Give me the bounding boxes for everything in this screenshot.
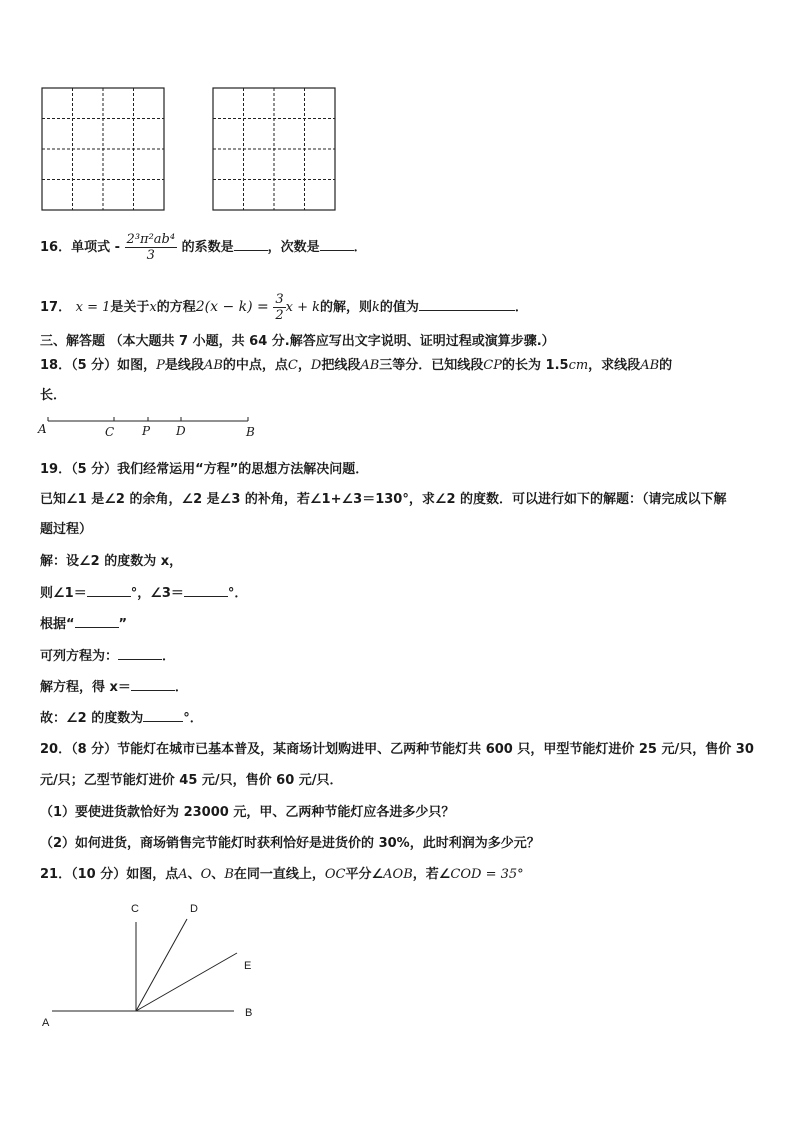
question-19-line-6 — [40, 613, 127, 632]
question-18-line-2: 长． — [40, 388, 67, 403]
q19-line5-end: °． — [227, 586, 248, 601]
q18-text-i: 的 — [659, 358, 673, 373]
ray-od — [136, 919, 187, 1011]
q18-label-b: B — [246, 425, 255, 439]
q18-point-c: C — [287, 358, 298, 373]
q19-equation-text: 可列方程为： — [40, 649, 119, 664]
q17-number: 17． — [40, 300, 72, 315]
q18-label-a: A — [38, 422, 47, 436]
q19-basis-end: ” — [118, 617, 128, 632]
q18-text-d: ， — [297, 358, 311, 373]
question-19-line-2: 已知∠1 是∠2 的余角，∠2 是∠3 的补角，若∠1+∠3＝130°，求∠2 的度数．可以进行如下的解题：（请完成以下解 — [40, 492, 727, 507]
q21-label-b: B — [245, 1007, 253, 1019]
question-20-line-1: 20．（8 分）节能灯在城市已基本普及，某商场计划购进甲、乙两种节能灯共 600 只，甲型节能灯进价 25 元/只，售价 30 — [40, 742, 754, 757]
q17-text-2: 的方程 — [156, 300, 196, 315]
q19-basis-blank[interactable] — [75, 614, 119, 628]
q21-angle-figure — [40, 900, 270, 1030]
q19-equation-end: ． — [162, 649, 176, 664]
q16-fraction-denominator: 3 — [146, 248, 155, 263]
q19-solve-blank[interactable] — [131, 677, 175, 691]
q19-angle3-text: °，∠3＝ — [130, 586, 184, 601]
question-19-line-9 — [40, 707, 203, 726]
q17-text-1: 是关于 — [110, 300, 150, 315]
q17-text-3: 的解，则 — [319, 300, 372, 315]
q17-text-4: 的值为 — [379, 300, 419, 315]
q21-text-b: 在同一直线上， — [233, 867, 325, 882]
section-3-heading: 三、解答题 （本大题共 7 小题，共 64 分.解答应写出文字说明、证明过程或演算步骤.） — [40, 334, 555, 349]
q17-end: ． — [514, 300, 528, 315]
q18-text-c: 的中点，点 — [222, 358, 288, 373]
question-17 — [40, 292, 528, 323]
q16-fraction — [125, 232, 178, 263]
q19-equation-blank[interactable] — [118, 646, 162, 660]
q21-sep-2: 、 — [211, 867, 225, 882]
q16-text-coefficient: 的系数是 — [181, 240, 234, 255]
q18-label-d: D — [176, 424, 186, 438]
question-19-line-4: 解：设∠2 的度数为 x， — [40, 554, 183, 569]
q19-result-blank[interactable] — [143, 708, 183, 722]
q18-label-p: P — [142, 424, 151, 438]
question-20-part-2: （2）如何进货，商场销售完节能灯时获利恰好是进货价的 30%，此时利润为多少元？ — [40, 836, 540, 851]
answer-grid-right — [211, 86, 339, 212]
q16-blank-degree[interactable] — [320, 237, 354, 251]
q19-solve-end: ． — [174, 680, 188, 695]
q19-basis-text: 根据“ — [40, 617, 75, 632]
q16-fraction-numerator: 2³π²ab⁴ — [126, 232, 176, 247]
question-19-line-1: 19．（5 分）我们经常运用“方程”的思想方法解决问题． — [40, 462, 369, 477]
q17-lhs: 2(x − k) = — [195, 299, 269, 315]
q18-segment-cp: CP — [483, 358, 502, 373]
q18-label-c: C — [105, 425, 115, 439]
q19-angle1-text: 则∠1＝ — [40, 586, 87, 601]
q19-angle3-blank[interactable] — [184, 583, 228, 597]
q18-text-h: ，求线段 — [588, 358, 641, 373]
q17-fraction-numerator: 3 — [275, 292, 284, 307]
ray-oe — [136, 953, 237, 1011]
q18-text-f: 三等分．已知线段 — [379, 358, 484, 373]
q18-text-e: 把线段 — [321, 358, 361, 373]
q18-text-b: 是线段 — [164, 358, 204, 373]
q19-result-end: °． — [183, 711, 203, 726]
question-19-line-3: 题过程） — [40, 522, 93, 537]
q18-segment-ab: AB — [203, 358, 223, 373]
q19-result-text: 故：∠2 的度数为 — [40, 711, 144, 726]
q18-segment-figure — [36, 414, 266, 442]
q21-sep-1: 、 — [187, 867, 201, 882]
q21-text-d: ，若∠ — [412, 867, 451, 882]
q18-text-g: 的长为 1.5 — [502, 358, 569, 373]
q21-ray-oc: OC — [324, 867, 346, 882]
q17-var-k: k — [372, 300, 380, 315]
question-20-part-1: （1）要使进货款恰好为 23000 元，甲、乙两种节能灯应各进多少只？ — [40, 805, 455, 820]
q21-label-c: C — [131, 903, 139, 915]
q21-label-a: A — [42, 1017, 50, 1029]
question-19-line-7 — [40, 645, 175, 664]
question-19-line-5 — [40, 582, 247, 601]
question-20-line-2: 元/只；乙型节能灯进价 45 元/只，售价 60 元/只． — [40, 773, 343, 788]
answer-grid-left — [40, 86, 168, 212]
q16-prefix: 16．单项式 - — [40, 240, 121, 255]
q18-unit-cm: cm — [568, 358, 589, 373]
q21-point-a: A — [178, 867, 188, 882]
q21-point-b: B — [224, 867, 234, 882]
q21-text-a: 21．（10 分）如图，点 — [40, 867, 179, 882]
question-18-line-1 — [40, 354, 672, 373]
q18-segment-ab-3: AB — [640, 358, 660, 373]
q18-point-p: P — [156, 358, 165, 373]
q17-rhs: x + k — [285, 300, 320, 315]
q16-text-degree: ，次数是 — [267, 240, 320, 255]
q21-label-e: E — [244, 960, 252, 972]
q21-text-c: 平分∠ — [345, 867, 384, 882]
q16-end: ． — [353, 240, 367, 255]
question-21 — [40, 863, 524, 882]
q21-angle-aob: AOB — [383, 867, 413, 882]
q18-text-a: 18．（5 分）如图， — [40, 358, 157, 373]
q19-angle1-blank[interactable] — [87, 583, 131, 597]
q19-solve-text: 解方程，得 x＝ — [40, 680, 131, 695]
question-19-line-8 — [40, 676, 188, 695]
q17-condition: x = 1 — [75, 300, 111, 315]
question-16 — [40, 232, 367, 263]
q18-segment-ab-2: AB — [360, 358, 380, 373]
q16-blank-coefficient[interactable] — [234, 237, 268, 251]
q17-answer-blank[interactable] — [419, 297, 515, 311]
q18-point-d: D — [310, 358, 322, 373]
q21-point-o: O — [200, 867, 212, 882]
q17-fraction-denominator: 2 — [275, 308, 284, 323]
q17-var-x: x — [149, 300, 157, 315]
q17-fraction — [273, 292, 285, 323]
q21-label-d: D — [190, 903, 198, 915]
q21-angle-cod: COD = 35° — [450, 867, 524, 882]
